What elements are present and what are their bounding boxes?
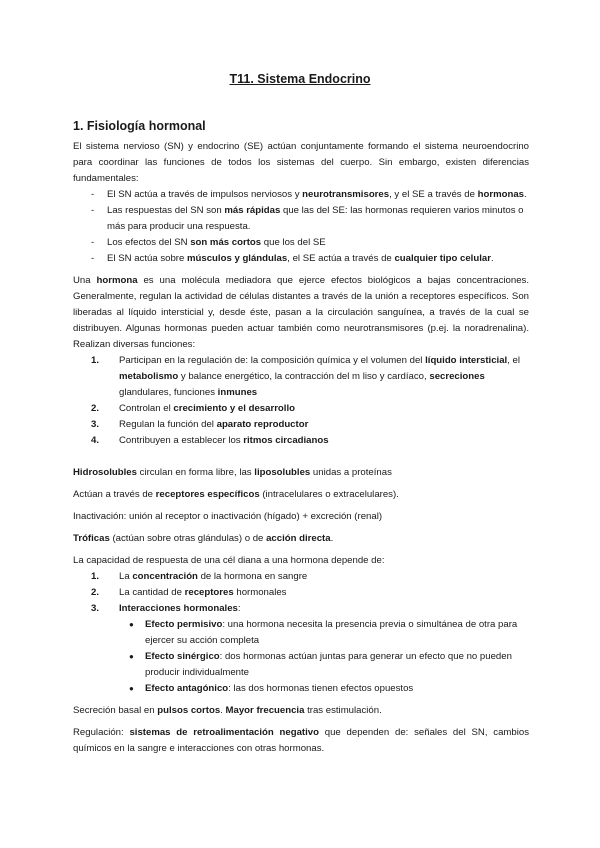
regulation-line: Regulación: sistemas de retroalimentación negativo que dependen de: señales del SN, cambios químicos en la sangre e interacciones con otras hormonas. [73, 727, 529, 754]
list-item: - Las respuestas del SN son más rápidas que las del SE: las hormonas requieren varios minutos o más para producir una respuesta. [73, 203, 529, 235]
list-item: - El SN actúa sobre músculos y glándulas, el SE actúa a través de cualquier tipo celular. [73, 251, 529, 267]
page-title: T11. Sistema Endocrino [229, 72, 371, 86]
document-body [73, 139, 529, 757]
section-heading: 1. Fisiología hormonal [73, 119, 206, 133]
list-item: ● Efecto sinérgico: dos hormonas actúan juntas para generar un efecto que no pueden producir individualmente [73, 649, 529, 681]
capacity-line: La capacidad de respuesta de una cél diana a una hormona depende de: [73, 555, 385, 566]
list-item: 4. Contribuyen a establecer los ritmos circadianos [91, 435, 329, 446]
hormone-definition: Una hormona es una molécula mediadora que ejerce efectos biológicos a bajas concentraciones. Generalmente, regulan la actividad de células distantes a través de la unión a receptores específicos. Son liberadas al líquido intersticial y, desde éste, pasan a la circulación sanguínea, a través de la cual se distribuyen. Algunas hormonas pueden actuar también como neurotransmisores (p.ej. la noradrenalina). Realizan diversas funciones: [73, 275, 530, 350]
list-item: 2. La cantidad de receptores hormonales [91, 587, 287, 598]
list-item: - Los efectos del SN son más cortos que los del SE [73, 235, 529, 251]
receptors-line: Actúan a través de receptores específicos (intracelulares o extracelulares). [73, 489, 399, 500]
secretion-line: Secreción basal en pulsos cortos. Mayor frecuencia tras estimulación. [73, 705, 382, 716]
effects-list [73, 617, 529, 697]
trophic-line: Tróficas (actúan sobre otras glándulas) o de acción directa. [73, 533, 334, 544]
list-item: 3. Interacciones hormonales: [91, 603, 241, 614]
list-item: ● Efecto antagónico: las dos hormonas tienen efectos opuestos [73, 681, 529, 697]
factors-list [73, 569, 529, 617]
inactivation-line: Inactivación: unión al receptor o inactivación (hígado) + excreción (renal) [73, 511, 383, 522]
list-item: 1. Participan en la regulación de: la composición química y el volumen del líquido intersticial, el metabolismo y balance energético, la contracción del m liso y cardíaco, secreciones glandulares, funciones inmunes [91, 355, 521, 398]
intro-paragraph: El sistema nervioso (SN) y endocrino (SE) actúan conjuntamente formando el sistema neuroendocrino para coordinar las funciones de todos los sistemas del cuerpo. Sin embargo, existen diferencias fundamentales: [73, 141, 529, 184]
list-item: 2. Controlan el crecimiento y el desarrollo [91, 403, 295, 414]
functions-list [73, 353, 529, 449]
solubility-line: Hidrosolubles circulan en forma libre, las liposolubles unidas a proteínas [73, 467, 392, 478]
differences-list [73, 187, 529, 267]
list-item: 3. Regulan la función del aparato reproductor [91, 419, 309, 430]
list-item: 1. La concentración de la hormona en sangre [91, 571, 308, 582]
list-item: ● Efecto permisivo: una hormona necesita la presencia previa o simultánea de otra para ejercer su acción completa [73, 617, 529, 649]
list-item: - El SN actúa a través de impulsos nerviosos y neurotransmisores, y el SE a través de hormonas. [73, 187, 529, 203]
